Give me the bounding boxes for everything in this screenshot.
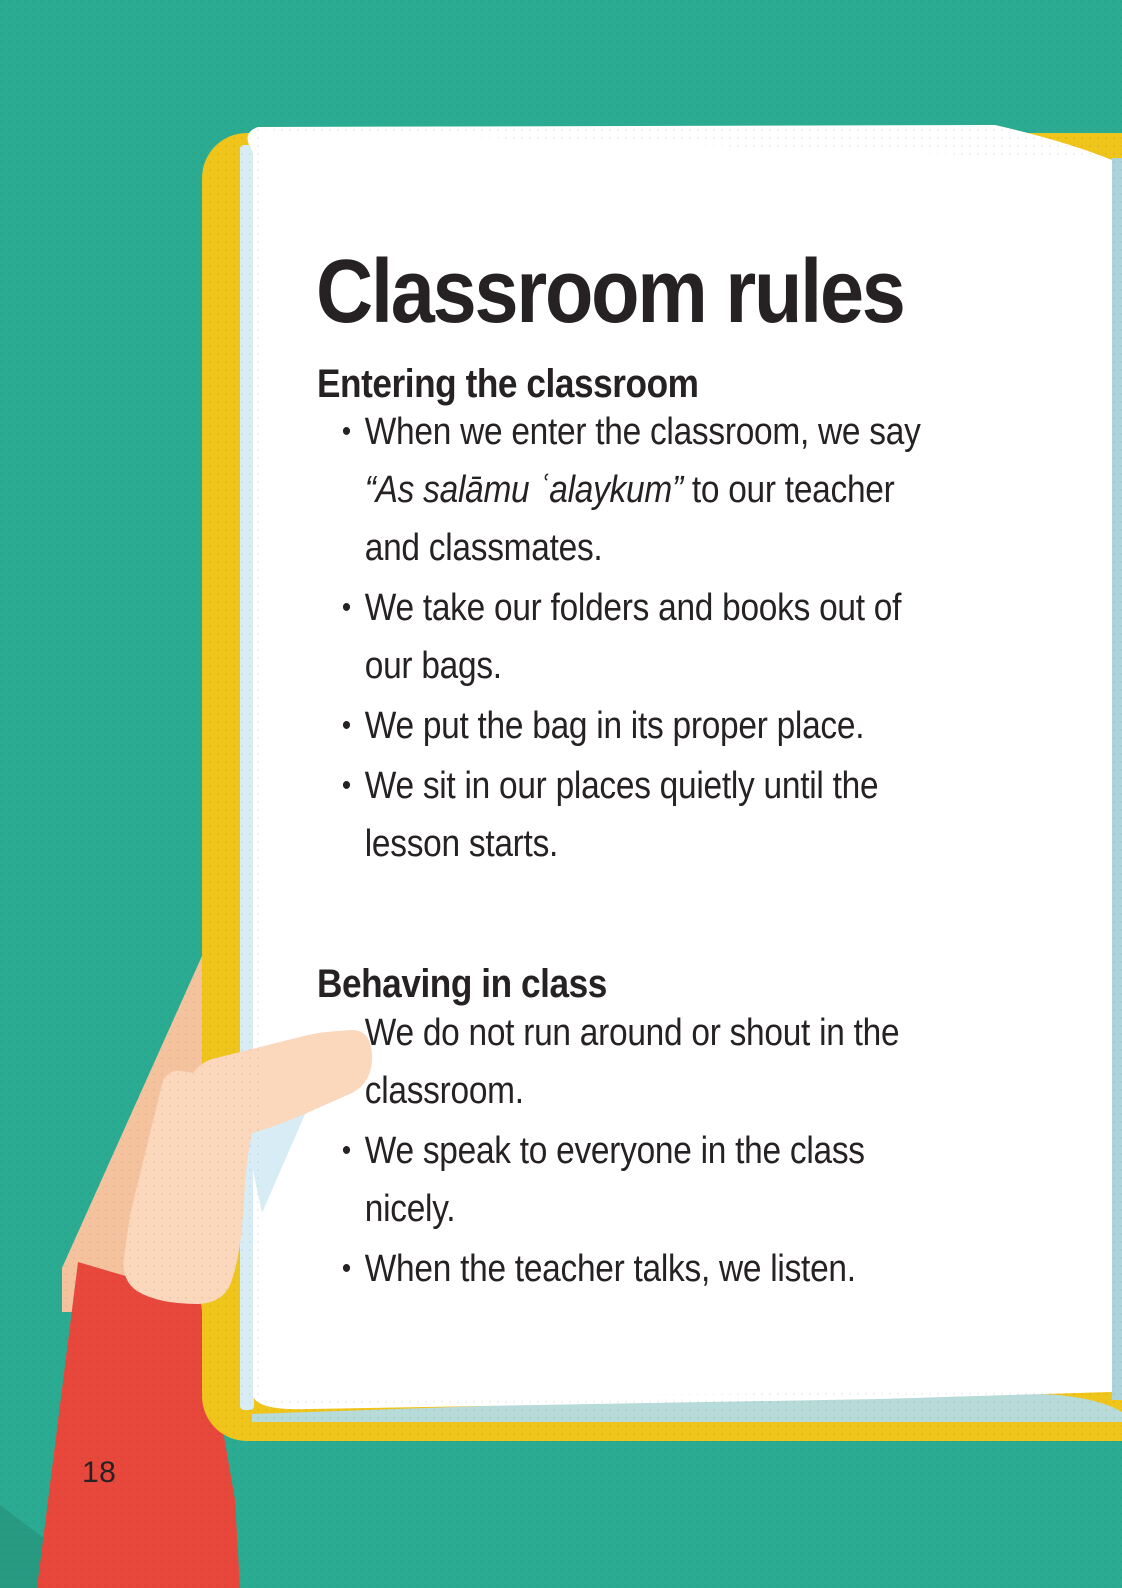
rule-line: “As salāmu ʿalaykum” to our teacher xyxy=(364,469,895,511)
rule-item xyxy=(341,1122,1010,1238)
rule-list-behaving xyxy=(341,1004,1010,1300)
section-heading-entering: Entering the classroom xyxy=(317,362,699,407)
bullet-dot: • xyxy=(341,1252,352,1285)
page-title: Classroom rules xyxy=(316,242,904,343)
rule-item xyxy=(341,1240,1010,1298)
bullet-dot: • xyxy=(341,709,352,742)
rule-line: lesson starts. xyxy=(364,823,559,865)
bullet-dot: • xyxy=(341,1134,352,1167)
rule-line: When we enter the classroom, we say xyxy=(364,411,921,453)
rule-line: nicely. xyxy=(364,1188,456,1230)
rule-item xyxy=(341,579,1010,695)
bullet-dot: • xyxy=(341,591,352,624)
rule-line: When the teacher talks, we listen. xyxy=(364,1248,856,1290)
rule-line: classroom. xyxy=(364,1070,524,1112)
rule-list-entering xyxy=(341,403,1010,875)
bullet-dot: • xyxy=(341,769,352,802)
bullet-dot: • xyxy=(341,415,352,448)
rule-line: We sit in our places quietly until the xyxy=(364,765,879,807)
rule-item xyxy=(341,757,1010,873)
rule-item xyxy=(341,1004,1010,1120)
rule-line: We speak to everyone in the class xyxy=(364,1130,865,1172)
rule-item xyxy=(341,403,1010,577)
page-number: 18 xyxy=(82,1456,117,1489)
rule-line: We take our folders and books out of xyxy=(364,587,902,629)
rule-line: We put the bag in its proper place. xyxy=(364,705,865,747)
section-heading-behaving: Behaving in class xyxy=(317,962,607,1007)
rule-item xyxy=(341,697,1010,755)
rule-line: our bags. xyxy=(364,645,502,687)
rule-line: and classmates. xyxy=(364,527,603,569)
rule-line: We do not run around or shout in the xyxy=(364,1012,900,1054)
